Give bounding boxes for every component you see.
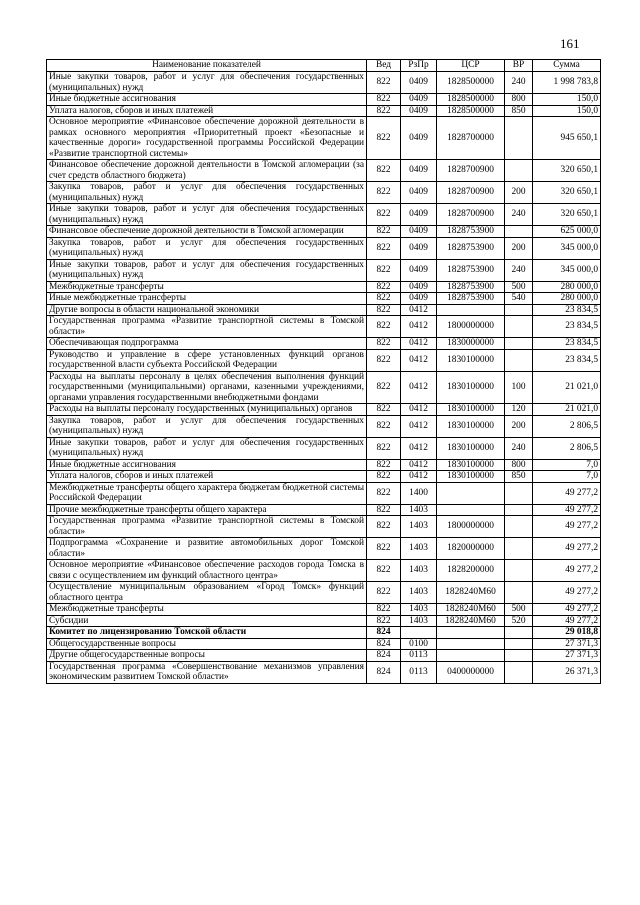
cell-name: Общегосударственные вопросы bbox=[47, 638, 367, 650]
cell-sum: 49 277,2 bbox=[533, 538, 601, 560]
header-sum: Сумма bbox=[533, 60, 601, 72]
cell-rzpr: 0409 bbox=[401, 94, 437, 106]
cell-rzpr: 0412 bbox=[401, 304, 437, 316]
table-row bbox=[47, 560, 601, 582]
cell-ved: 822 bbox=[367, 259, 401, 281]
cell-sum: 280 000,0 bbox=[533, 293, 601, 305]
cell-vr bbox=[505, 538, 533, 560]
table-row bbox=[47, 293, 601, 305]
table-row bbox=[47, 615, 601, 627]
cell-name: Межбюджетные трансферты общего характера бюджетам бюджетной системы Российской Федерации bbox=[47, 482, 367, 504]
cell-ved: 822 bbox=[367, 237, 401, 259]
cell-sum: 7,0 bbox=[533, 459, 601, 471]
cell-csr: 1828753900 bbox=[437, 259, 505, 281]
cell-rzpr: 0409 bbox=[401, 226, 437, 238]
cell-ved: 822 bbox=[367, 516, 401, 538]
cell-sum: 320 650,1 bbox=[533, 160, 601, 182]
cell-sum: 26 371,3 bbox=[533, 661, 601, 683]
cell-vr bbox=[505, 482, 533, 504]
cell-rzpr: 0113 bbox=[401, 650, 437, 662]
cell-name: Финансовое обеспечение дорожной деятельности в Томской агломерации bbox=[47, 226, 367, 238]
cell-name: Межбюджетные трансферты bbox=[47, 604, 367, 616]
cell-ved: 822 bbox=[367, 615, 401, 627]
cell-vr: 240 bbox=[505, 72, 533, 94]
table-row bbox=[47, 415, 601, 437]
cell-vr: 540 bbox=[505, 293, 533, 305]
cell-name: Закупка товаров, работ и услуг для обеспечения государственных (муниципальных) нужд bbox=[47, 415, 367, 437]
cell-name: Иные межбюджетные трансферты bbox=[47, 293, 367, 305]
header-vr: ВР bbox=[505, 60, 533, 72]
cell-sum: 29 018,8 bbox=[533, 627, 601, 639]
cell-vr bbox=[505, 661, 533, 683]
cell-vr: 100 bbox=[505, 371, 533, 404]
cell-csr: 1800000000 bbox=[437, 516, 505, 538]
cell-vr: 240 bbox=[505, 204, 533, 226]
cell-csr bbox=[437, 304, 505, 316]
cell-csr: 1828753900 bbox=[437, 226, 505, 238]
cell-csr: 1828240М60 bbox=[437, 615, 505, 627]
cell-name: Иные бюджетные ассигнования bbox=[47, 94, 367, 106]
cell-ved: 822 bbox=[367, 582, 401, 604]
table-row bbox=[47, 582, 601, 604]
cell-sum: 945 650,1 bbox=[533, 117, 601, 160]
cell-rzpr: 0412 bbox=[401, 471, 437, 483]
cell-vr: 240 bbox=[505, 437, 533, 459]
cell-rzpr: 0409 bbox=[401, 105, 437, 117]
cell-rzpr: 0409 bbox=[401, 237, 437, 259]
header-rzpr: РзПр bbox=[401, 60, 437, 72]
cell-rzpr: 1403 bbox=[401, 504, 437, 516]
cell-rzpr: 0409 bbox=[401, 293, 437, 305]
cell-name: Прочие межбюджетные трансферты общего характера bbox=[47, 504, 367, 516]
cell-csr: 1828753900 bbox=[437, 281, 505, 293]
cell-sum: 49 277,2 bbox=[533, 582, 601, 604]
header-csr: ЦСР bbox=[437, 60, 505, 72]
cell-sum: 21 021,0 bbox=[533, 371, 601, 404]
budget-table bbox=[46, 59, 601, 684]
cell-csr: 1828200000 bbox=[437, 560, 505, 582]
cell-vr: 240 bbox=[505, 259, 533, 281]
cell-sum: 345 000,0 bbox=[533, 237, 601, 259]
cell-rzpr bbox=[401, 627, 437, 639]
cell-csr bbox=[437, 650, 505, 662]
cell-ved: 822 bbox=[367, 404, 401, 416]
cell-vr: 850 bbox=[505, 105, 533, 117]
cell-rzpr: 1403 bbox=[401, 604, 437, 616]
cell-name: Межбюджетные трансферты bbox=[47, 281, 367, 293]
cell-sum: 150,0 bbox=[533, 94, 601, 106]
cell-sum: 7,0 bbox=[533, 471, 601, 483]
cell-ved: 824 bbox=[367, 650, 401, 662]
cell-ved: 822 bbox=[367, 604, 401, 616]
cell-vr bbox=[505, 560, 533, 582]
cell-csr: 1828240М60 bbox=[437, 604, 505, 616]
cell-csr: 1828240М60 bbox=[437, 582, 505, 604]
cell-csr: 1828700000 bbox=[437, 117, 505, 160]
cell-vr bbox=[505, 650, 533, 662]
cell-name: Иные закупки товаров, работ и услуг для обеспечения государственных (муниципальных) нужд bbox=[47, 72, 367, 94]
cell-vr bbox=[505, 304, 533, 316]
cell-name: Уплата налогов, сборов и иных платежей bbox=[47, 105, 367, 117]
cell-ved: 822 bbox=[367, 538, 401, 560]
cell-rzpr: 1403 bbox=[401, 560, 437, 582]
cell-ved: 824 bbox=[367, 661, 401, 683]
cell-ved: 822 bbox=[367, 371, 401, 404]
cell-rzpr: 0412 bbox=[401, 316, 437, 338]
cell-rzpr: 0409 bbox=[401, 160, 437, 182]
table-body bbox=[47, 72, 601, 684]
cell-sum: 320 650,1 bbox=[533, 204, 601, 226]
cell-name: Закупка товаров, работ и услуг для обеспечения государственных (муниципальных) нужд bbox=[47, 237, 367, 259]
cell-name: Иные бюджетные ассигнования bbox=[47, 459, 367, 471]
cell-vr bbox=[505, 226, 533, 238]
cell-rzpr: 0412 bbox=[401, 349, 437, 371]
table-row bbox=[47, 661, 601, 683]
table-row bbox=[47, 459, 601, 471]
table-row bbox=[47, 604, 601, 616]
table-row bbox=[47, 72, 601, 94]
cell-csr bbox=[437, 638, 505, 650]
table-row bbox=[47, 349, 601, 371]
cell-vr: 800 bbox=[505, 459, 533, 471]
table-row bbox=[47, 471, 601, 483]
cell-rzpr: 0409 bbox=[401, 204, 437, 226]
cell-ved: 822 bbox=[367, 482, 401, 504]
table-header-row bbox=[47, 60, 601, 72]
cell-csr: 0400000000 bbox=[437, 661, 505, 683]
cell-csr: 1830100000 bbox=[437, 349, 505, 371]
cell-sum: 23 834,5 bbox=[533, 304, 601, 316]
cell-ved: 822 bbox=[367, 304, 401, 316]
cell-ved: 822 bbox=[367, 204, 401, 226]
cell-rzpr: 0409 bbox=[401, 259, 437, 281]
cell-vr: 500 bbox=[505, 604, 533, 616]
cell-ved: 824 bbox=[367, 627, 401, 639]
cell-csr: 1828500000 bbox=[437, 94, 505, 106]
cell-sum: 320 650,1 bbox=[533, 182, 601, 204]
cell-sum: 23 834,5 bbox=[533, 349, 601, 371]
table-row bbox=[47, 304, 601, 316]
table-row bbox=[47, 404, 601, 416]
cell-sum: 280 000,0 bbox=[533, 281, 601, 293]
cell-ved: 822 bbox=[367, 415, 401, 437]
cell-rzpr: 0409 bbox=[401, 117, 437, 160]
table-row bbox=[47, 437, 601, 459]
cell-rzpr: 1400 bbox=[401, 482, 437, 504]
cell-rzpr: 0412 bbox=[401, 404, 437, 416]
cell-ved: 822 bbox=[367, 72, 401, 94]
cell-sum: 27 371,3 bbox=[533, 638, 601, 650]
table-row bbox=[47, 638, 601, 650]
cell-sum: 2 806,5 bbox=[533, 415, 601, 437]
cell-vr: 850 bbox=[505, 471, 533, 483]
table-row bbox=[47, 94, 601, 106]
cell-name: Иные закупки товаров, работ и услуг для обеспечения государственных (муниципальных) нужд bbox=[47, 437, 367, 459]
cell-ved: 822 bbox=[367, 226, 401, 238]
cell-name: Государственная программа «Развитие транспортной системы в Томской области» bbox=[47, 516, 367, 538]
cell-vr bbox=[505, 338, 533, 350]
cell-vr bbox=[505, 516, 533, 538]
cell-vr bbox=[505, 638, 533, 650]
table-row bbox=[47, 538, 601, 560]
cell-ved: 822 bbox=[367, 504, 401, 516]
table-row bbox=[47, 105, 601, 117]
cell-rzpr: 0412 bbox=[401, 437, 437, 459]
cell-ved: 822 bbox=[367, 105, 401, 117]
cell-name: Уплата налогов, сборов и иных платежей bbox=[47, 471, 367, 483]
table-row bbox=[47, 237, 601, 259]
cell-name: Финансовое обеспечение дорожной деятельности в Томской агломерации (за счет средств областного бюджета) bbox=[47, 160, 367, 182]
cell-ved: 822 bbox=[367, 316, 401, 338]
cell-csr: 1828700900 bbox=[437, 204, 505, 226]
cell-name: Подпрограмма «Сохранение и развитие автомобильных дорог Томской области» bbox=[47, 538, 367, 560]
cell-sum: 23 834,5 bbox=[533, 316, 601, 338]
cell-name: Обеспечивающая подпрограмма bbox=[47, 338, 367, 350]
cell-name: Комитет по лицензированию Томской области bbox=[47, 627, 367, 639]
cell-vr: 200 bbox=[505, 237, 533, 259]
cell-ved: 822 bbox=[367, 471, 401, 483]
cell-vr: 200 bbox=[505, 415, 533, 437]
table-row bbox=[47, 516, 601, 538]
cell-ved: 822 bbox=[367, 117, 401, 160]
cell-rzpr: 0412 bbox=[401, 371, 437, 404]
cell-vr bbox=[505, 160, 533, 182]
cell-vr bbox=[505, 349, 533, 371]
cell-rzpr: 1403 bbox=[401, 582, 437, 604]
cell-rzpr: 1403 bbox=[401, 615, 437, 627]
table-row bbox=[47, 117, 601, 160]
cell-vr: 800 bbox=[505, 94, 533, 106]
table-row bbox=[47, 338, 601, 350]
cell-name: Субсидии bbox=[47, 615, 367, 627]
cell-rzpr: 0409 bbox=[401, 281, 437, 293]
cell-vr bbox=[505, 316, 533, 338]
cell-name: Расходы на выплаты персоналу в целях обеспечения выполнения функций государственными (муниципальными) органами, казенными учреждениями, органами управления государственными внебюджетными фондами bbox=[47, 371, 367, 404]
cell-sum: 23 834,5 bbox=[533, 338, 601, 350]
cell-vr bbox=[505, 117, 533, 160]
cell-csr: 1828700900 bbox=[437, 182, 505, 204]
cell-csr: 1828700900 bbox=[437, 160, 505, 182]
cell-name: Другие общегосударственные вопросы bbox=[47, 650, 367, 662]
table-row bbox=[47, 371, 601, 404]
cell-rzpr: 0412 bbox=[401, 338, 437, 350]
cell-ved: 822 bbox=[367, 281, 401, 293]
header-ved: Вед bbox=[367, 60, 401, 72]
table-row bbox=[47, 160, 601, 182]
cell-ved: 822 bbox=[367, 459, 401, 471]
cell-rzpr: 0409 bbox=[401, 72, 437, 94]
cell-csr: 1828753900 bbox=[437, 237, 505, 259]
cell-vr bbox=[505, 504, 533, 516]
cell-name: Основное мероприятие «Финансовое обеспечение расходов города Томска в связи с осуществлением им функций областного центра» bbox=[47, 560, 367, 582]
cell-ved: 822 bbox=[367, 349, 401, 371]
cell-ved: 824 bbox=[367, 638, 401, 650]
cell-sum: 345 000,0 bbox=[533, 259, 601, 281]
cell-ved: 822 bbox=[367, 94, 401, 106]
cell-csr: 1830100000 bbox=[437, 415, 505, 437]
cell-sum: 49 277,2 bbox=[533, 482, 601, 504]
cell-ved: 822 bbox=[367, 160, 401, 182]
cell-name: Иные закупки товаров, работ и услуг для обеспечения государственных (муниципальных) нужд bbox=[47, 204, 367, 226]
cell-sum: 49 277,2 bbox=[533, 504, 601, 516]
header-name: Наименование показателей bbox=[47, 60, 367, 72]
cell-name: Основное мероприятие «Финансовое обеспечение дорожной деятельности в рамках основного мероприятия «Приоритетный проект «Безопасные и качественные дороги» государственной программы Российской Федерации «Развитие транспортной системы» bbox=[47, 117, 367, 160]
cell-vr: 200 bbox=[505, 182, 533, 204]
cell-csr: 1828500000 bbox=[437, 72, 505, 94]
table-row bbox=[47, 650, 601, 662]
table-row bbox=[47, 182, 601, 204]
cell-csr bbox=[437, 627, 505, 639]
cell-ved: 822 bbox=[367, 182, 401, 204]
table-row bbox=[47, 259, 601, 281]
cell-ved: 822 bbox=[367, 560, 401, 582]
cell-csr: 1820000000 bbox=[437, 538, 505, 560]
cell-vr: 500 bbox=[505, 281, 533, 293]
table-row bbox=[47, 226, 601, 238]
cell-csr: 1830100000 bbox=[437, 471, 505, 483]
cell-rzpr: 1403 bbox=[401, 516, 437, 538]
cell-sum: 150,0 bbox=[533, 105, 601, 117]
cell-name: Государственная программа «Совершенствование механизмов управления экономическим развитием Томской области» bbox=[47, 661, 367, 683]
cell-rzpr: 0409 bbox=[401, 182, 437, 204]
cell-name: Руководство и управление в сфере установленных функций органов государственной власти субъекта Российской Федерации bbox=[47, 349, 367, 371]
cell-csr: 1830100000 bbox=[437, 437, 505, 459]
cell-sum: 1 998 783,8 bbox=[533, 72, 601, 94]
cell-csr: 1830100000 bbox=[437, 459, 505, 471]
cell-name: Государственная программа «Развитие транспортной системы в Томской области» bbox=[47, 316, 367, 338]
cell-name: Иные закупки товаров, работ и услуг для обеспечения государственных (муниципальных) нужд bbox=[47, 259, 367, 281]
cell-sum: 49 277,2 bbox=[533, 604, 601, 616]
cell-csr: 1828753900 bbox=[437, 293, 505, 305]
cell-sum: 49 277,2 bbox=[533, 516, 601, 538]
cell-sum: 27 371,3 bbox=[533, 650, 601, 662]
cell-rzpr: 0100 bbox=[401, 638, 437, 650]
cell-sum: 625 000,0 bbox=[533, 226, 601, 238]
cell-csr: 1800000000 bbox=[437, 316, 505, 338]
cell-sum: 2 806,5 bbox=[533, 437, 601, 459]
cell-name: Осуществление муниципальным образованием «Город Томск» функций областного центра bbox=[47, 582, 367, 604]
cell-vr: 520 bbox=[505, 615, 533, 627]
table-row bbox=[47, 482, 601, 504]
cell-rzpr: 0412 bbox=[401, 415, 437, 437]
table-row bbox=[47, 316, 601, 338]
cell-csr bbox=[437, 482, 505, 504]
cell-csr: 1828500000 bbox=[437, 105, 505, 117]
cell-rzpr: 0412 bbox=[401, 459, 437, 471]
cell-name: Другие вопросы в области национальной экономики bbox=[47, 304, 367, 316]
cell-name: Закупка товаров, работ и услуг для обеспечения государственных (муниципальных) нужд bbox=[47, 182, 367, 204]
cell-sum: 49 277,2 bbox=[533, 615, 601, 627]
cell-vr bbox=[505, 627, 533, 639]
cell-name: Расходы на выплаты персоналу государственных (муниципальных) органов bbox=[47, 404, 367, 416]
cell-vr bbox=[505, 582, 533, 604]
cell-sum: 49 277,2 bbox=[533, 560, 601, 582]
cell-ved: 822 bbox=[367, 437, 401, 459]
table-row bbox=[47, 627, 601, 639]
cell-rzpr: 0113 bbox=[401, 661, 437, 683]
cell-rzpr: 1403 bbox=[401, 538, 437, 560]
cell-ved: 822 bbox=[367, 338, 401, 350]
page-number: 161 bbox=[560, 36, 580, 51]
cell-vr: 120 bbox=[505, 404, 533, 416]
cell-csr: 1830100000 bbox=[437, 371, 505, 404]
cell-csr: 1830100000 bbox=[437, 404, 505, 416]
cell-csr bbox=[437, 504, 505, 516]
table-row bbox=[47, 504, 601, 516]
cell-csr: 1830000000 bbox=[437, 338, 505, 350]
table-row bbox=[47, 281, 601, 293]
table-row bbox=[47, 204, 601, 226]
cell-ved: 822 bbox=[367, 293, 401, 305]
cell-sum: 21 021,0 bbox=[533, 404, 601, 416]
